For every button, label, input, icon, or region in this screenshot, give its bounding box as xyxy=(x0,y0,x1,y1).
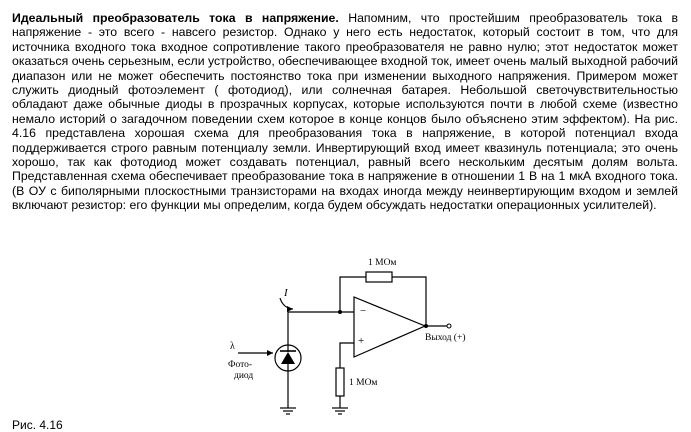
current-arrow-head xyxy=(287,306,293,312)
article-paragraph xyxy=(12,11,678,213)
junction-node-input xyxy=(338,310,342,314)
ground-resistor-label: 1 МОм xyxy=(349,378,378,388)
feedback-resistor-label: 1 МОм xyxy=(368,258,397,268)
photodiode-label-line1: Фото- xyxy=(228,360,253,370)
article-body-text: Напомним, что простейшим преобразователь тока в напряжение - это всего - навсего резистор. Однако у него есть недостаток, который состоит в том, что для источника входного тока входное сопротивление такого преобразователя не равно нулю; этот недостаток может оказаться очень серьезным, если устройство, обеспечивающее входной ток, имеет очень малый выходной рабочий диапазон или не может обеспечить постоянство тока при изменении выходного напряжения. Примером может служить диодный фотоэлемент ( фотодиод), или солнечная батарея. Небольшой светочувствительностью обладают даже обычные диоды в прозрачных корпусах, которые используются почти в любой схеме (известно немало историй о загадочном поведении схем которое в конце концов было объяснено этим эффектом). На рис. 4.16 представлена хорошая схема для преобразования тока в напряжение, в которой потенциал входа поддерживается строго равным потенциалу земли. Инвертирующий вход имеет квазинуль потенциала; это очень хорошо, так как фотодиод может создавать потенциал, равный всего нескольким десятым долям вольта. Представленная схема обеспечивает преобразование тока в напряжение в отношении 1 В на 1 мкА входного тока. (В ОУ с биполярными плоскостными транзисторами на входах иногда между неинвертирующим входом и землей включают резистор: его функции мы определим, когда будем обсуждать недостатки операционных усилителей). xyxy=(12,11,678,213)
photodiode-symbol xyxy=(275,345,301,371)
inverting-input-sign: − xyxy=(360,305,367,317)
article-lead-heading: Идеальный преобразователь тока в напряжение. xyxy=(12,11,339,25)
photodiode-label-line2: диод xyxy=(234,371,254,381)
noninverting-input-sign: + xyxy=(358,335,365,347)
figure-caption: Рис. 4.16 xyxy=(12,418,63,432)
light-arrow-head xyxy=(267,350,273,356)
output-label: Выход (+) xyxy=(425,333,466,343)
inverting-input-wire xyxy=(288,312,354,345)
current-arrow-line xyxy=(280,298,293,309)
lambda-label: λ xyxy=(230,341,235,352)
noninverting-input-wire xyxy=(340,343,354,368)
current-label: I xyxy=(284,287,288,299)
ground-symbol-photodiode xyxy=(280,408,296,414)
ground-symbol-resistor xyxy=(332,408,348,414)
output-terminal xyxy=(447,324,451,328)
circuit-figure xyxy=(225,250,485,428)
junction-node-output xyxy=(424,324,428,328)
ground-resistor xyxy=(336,368,344,396)
feedback-resistor xyxy=(366,272,392,282)
